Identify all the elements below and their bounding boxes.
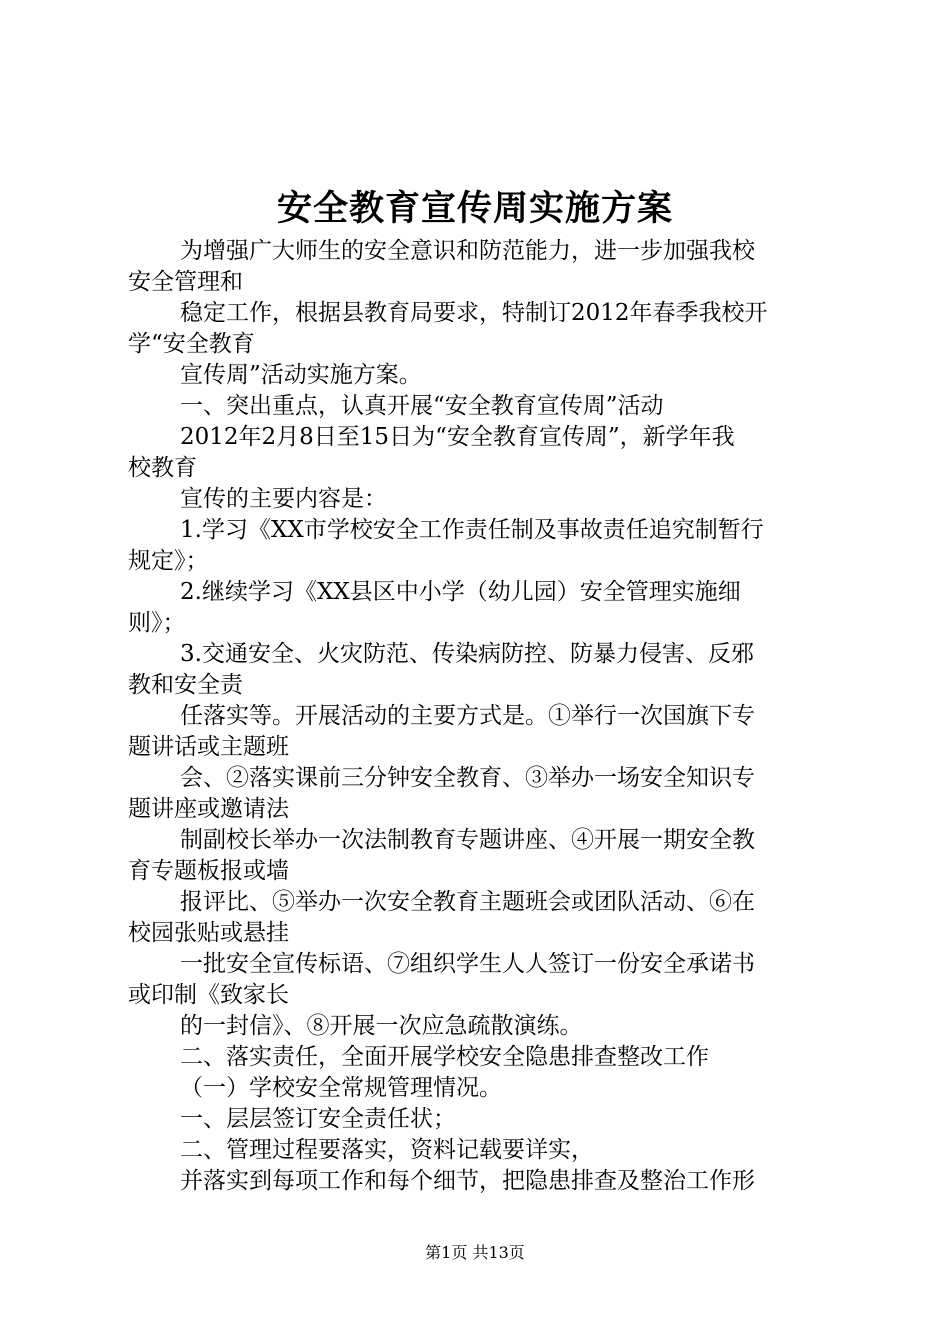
section-heading: 二、落实责任，全面开展学校安全隐患排查整改工作 [180,1044,709,1070]
paragraph-line: 或印制《致家长 [128,982,289,1008]
document-body [128,236,833,1197]
page-footer: 第1页 共13页 [425,1243,525,1262]
paragraph-line: 题讲座或邀请法 [128,796,289,822]
paragraph-line: 稳定工作，根据县教育局要求，特制订2012年春季我校开 [180,300,768,326]
paragraph-line: 题讲话或主题班 [128,734,289,760]
list-item-continuation: 规定》； [128,548,209,574]
list-item: 2.继续学习《XX县区中小学（幼儿园）安全管理实施细 [180,579,741,605]
paragraph-line: 安全管理和 [128,269,243,295]
list-item-continuation: 教和安全责 [128,672,243,698]
paragraph-line: 并落实到每项工作和每个细节，把隐患排查及整治工作形 [180,1168,755,1194]
list-item-continuation: 则》； [128,610,186,636]
section-heading: 一、突出重点，认真开展“安全教育宣传周”活动 [180,393,664,419]
paragraph-line: 会、②落实课前三分钟安全教育、③举办一场安全知识专 [180,765,755,791]
paragraph-line: 学“安全教育 [128,331,255,357]
paragraph-line: 制副校长举办一次法制教育专题讲座、④开展一期安全教 [180,827,755,853]
paragraph-line: 报评比、⑤举办一次安全教育主题班会或团队活动、⑥在 [180,889,755,915]
document-title: 安全教育宣传周实施方案 [276,188,673,229]
paragraph-line: 育专题板报或墙 [128,858,289,884]
paragraph-line: 二、管理过程要落实，资料记载要详实， [180,1137,594,1163]
paragraph-line: 2012年2月8日至15日为“安全教育宣传周”，新学年我 [180,424,735,450]
paragraph-line: 宣传周”活动实施方案。 [180,362,422,388]
subsection-heading: （一）学校安全常规管理情况。 [180,1075,502,1101]
paragraph-line: 校园张贴或悬挂 [128,920,289,946]
list-item: 1.学习《XX市学校安全工作责任制及事故责任追究制暂行 [180,517,764,543]
paragraph-line: 的一封信》、⑧开展一次应急疏散演练。 [180,1013,583,1039]
paragraph-line: 任落实等。开展活动的主要方式是。①举行一次国旗下专 [180,703,755,729]
paragraph-line: 为增强广大师生的安全意识和防范能力，进一步加强我校 [180,238,755,264]
paragraph-line: 宣传的主要内容是： [180,486,387,512]
paragraph-line: 一批安全宣传标语、⑦组织学生人人签订一份安全承诺书 [180,951,755,977]
paragraph-line: 一、层层签订安全责任状； [180,1106,456,1132]
list-item: 3.交通安全、火灾防范、传染病防控、防暴力侵害、反邪 [180,641,754,667]
paragraph-line: 校教育 [128,455,197,481]
